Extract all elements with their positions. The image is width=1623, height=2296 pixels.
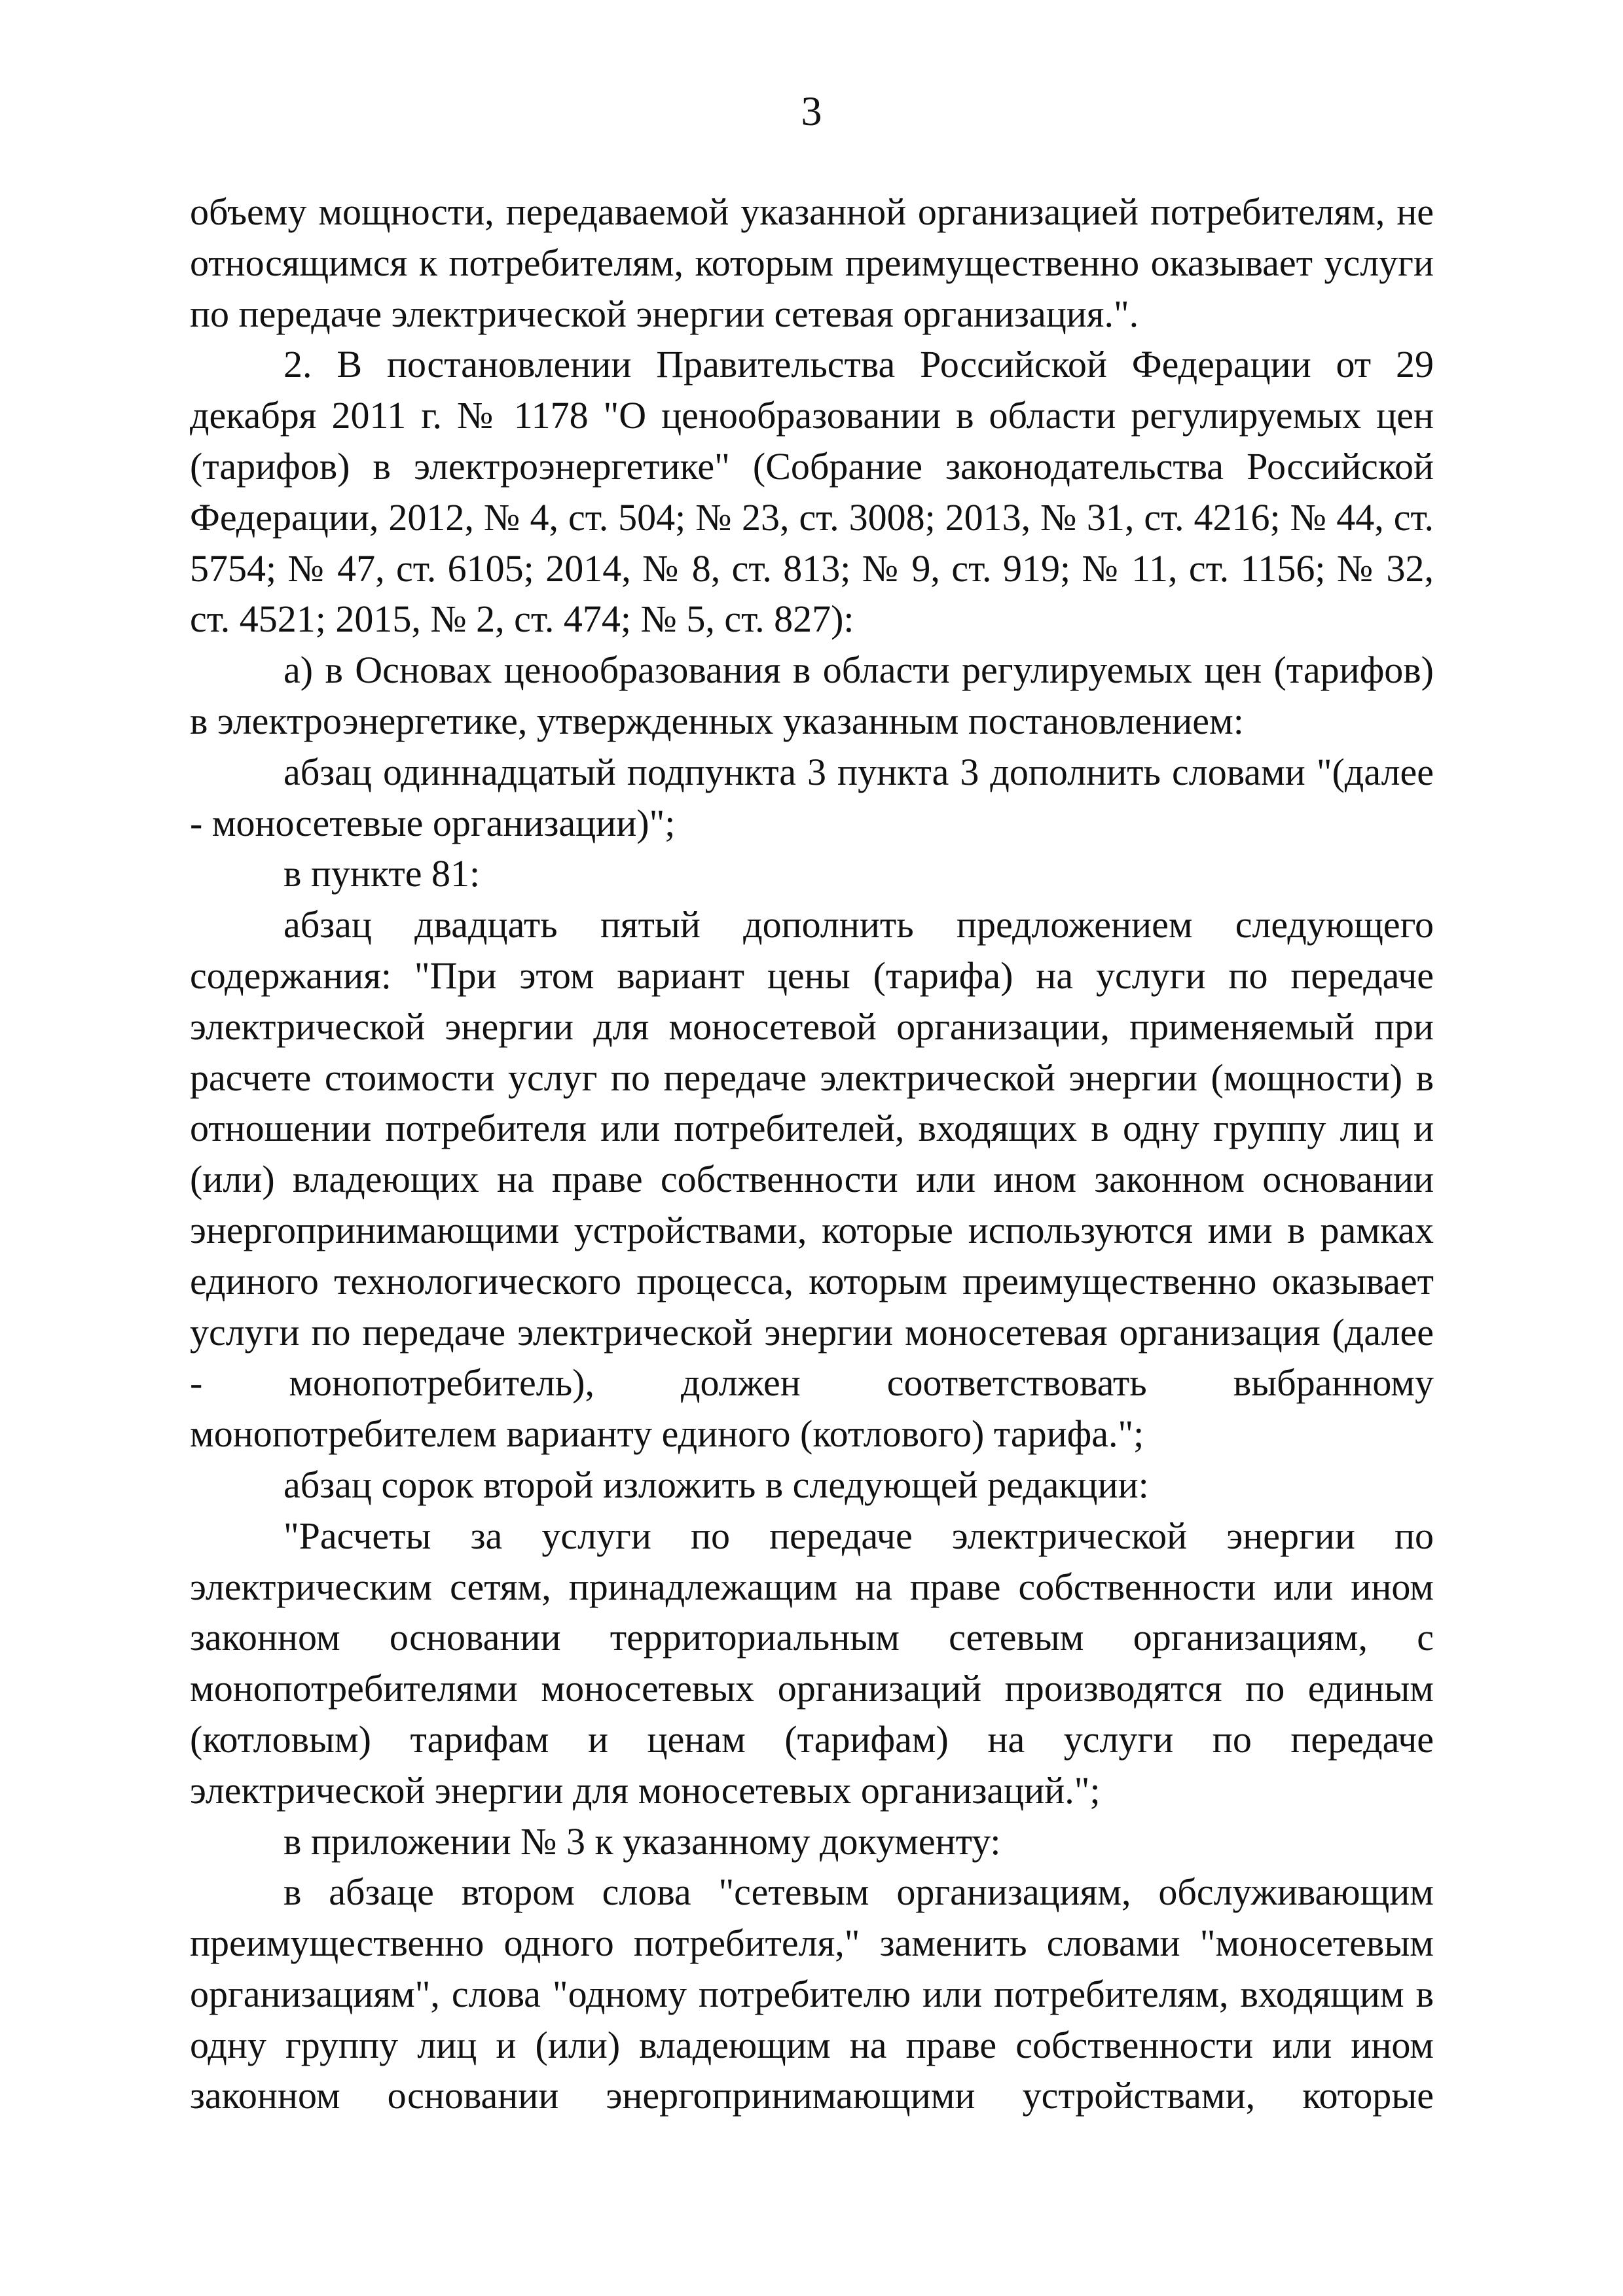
paragraph-4: абзац одиннадцатый подпункта 3 пункта 3 дополнить словами "(далее - моносетевые организации)";: [190, 750, 1434, 844]
paragraph-2: 2. В постановлении Правительства Российской Федерации от 29 декабря 2011 г. № 1178 "О ценообразовании в области регулируемых цен (тарифов) в электроэнергетике" (Собрание законодательства Российской Федерации, 2012, № 4, ст. 504; № 23, ст. 3008; 2013, № 31, ст. 4216; № 44, ст. 5754; № 47, ст. 6105; 2014, № 8, ст. 813; № 9, ст. 919; № 11, ст. 1156; № 32, ст. 4521; 2015, № 2, ст. 474; № 5, ст. 827):: [190, 343, 1434, 641]
paragraph-10: в абзаце втором слова "сетевым организациям, обслуживающим преимущественно одного потребителя," заменить словами "моносетевым организациям", слова "одному потребителю или потребителям, входящим в одну группу лиц и (или) владеющим на праве собственности или ином законном основании энергопринимающими устройствами, которые: [190, 1871, 1434, 2117]
paragraph-3: а) в Основах ценообразования в области регулируемых цен (тарифов) в электроэнергетике, утвержденных указанным постановлением:: [190, 649, 1434, 742]
paragraph-8: "Расчеты за услуги по передаче электрической энергии по электрическим сетям, принадлежащим на праве собственности или ином законном основании территориальным сетевым организациям, с монопотребителями моносетевых организаций производятся по единым (котловым) тарифам и ценам (тарифам) на услуги по передаче электрической энергии для моносетевых организаций.";: [190, 1514, 1434, 1812]
page-number: 3: [801, 88, 822, 134]
paragraph-5: в пункте 81:: [283, 852, 481, 895]
paragraph-9: в приложении № 3 к указанному документу:: [283, 1820, 1001, 1863]
paragraph-7: абзац сорок второй изложить в следующей редакции:: [283, 1463, 1149, 1506]
paragraph-1: объему мощности, передаваемой указанной организацией потребителям, не относящимся к потребителям, которым преимущественно оказывает услуги по передаче электрической энергии сетевая организация.".: [190, 190, 1434, 335]
document-body: [190, 187, 1434, 2121]
paragraph-6: абзац двадцать пятый дополнить предложением следующего содержания: "При этом вариант цены (тарифа) на услуги по передаче электрической энергии для моносетевой организации, применяемый при расчете стоимости услуг по передаче электрической энергии (мощности) в отношении потребителя или потребителей, входящих в одну группу лиц и (или) владеющих на праве собственности или ином законном основании энергопринимающими устройствами, которые используются ими в рамках единого технологического процесса, которым преимущественно оказывает услуги по передаче электрической энергии моносетевая организация (далее - монопотребитель), должен соответствовать выбранному монопотребителем варианту единого (котлового) тарифа.";: [190, 903, 1434, 1456]
